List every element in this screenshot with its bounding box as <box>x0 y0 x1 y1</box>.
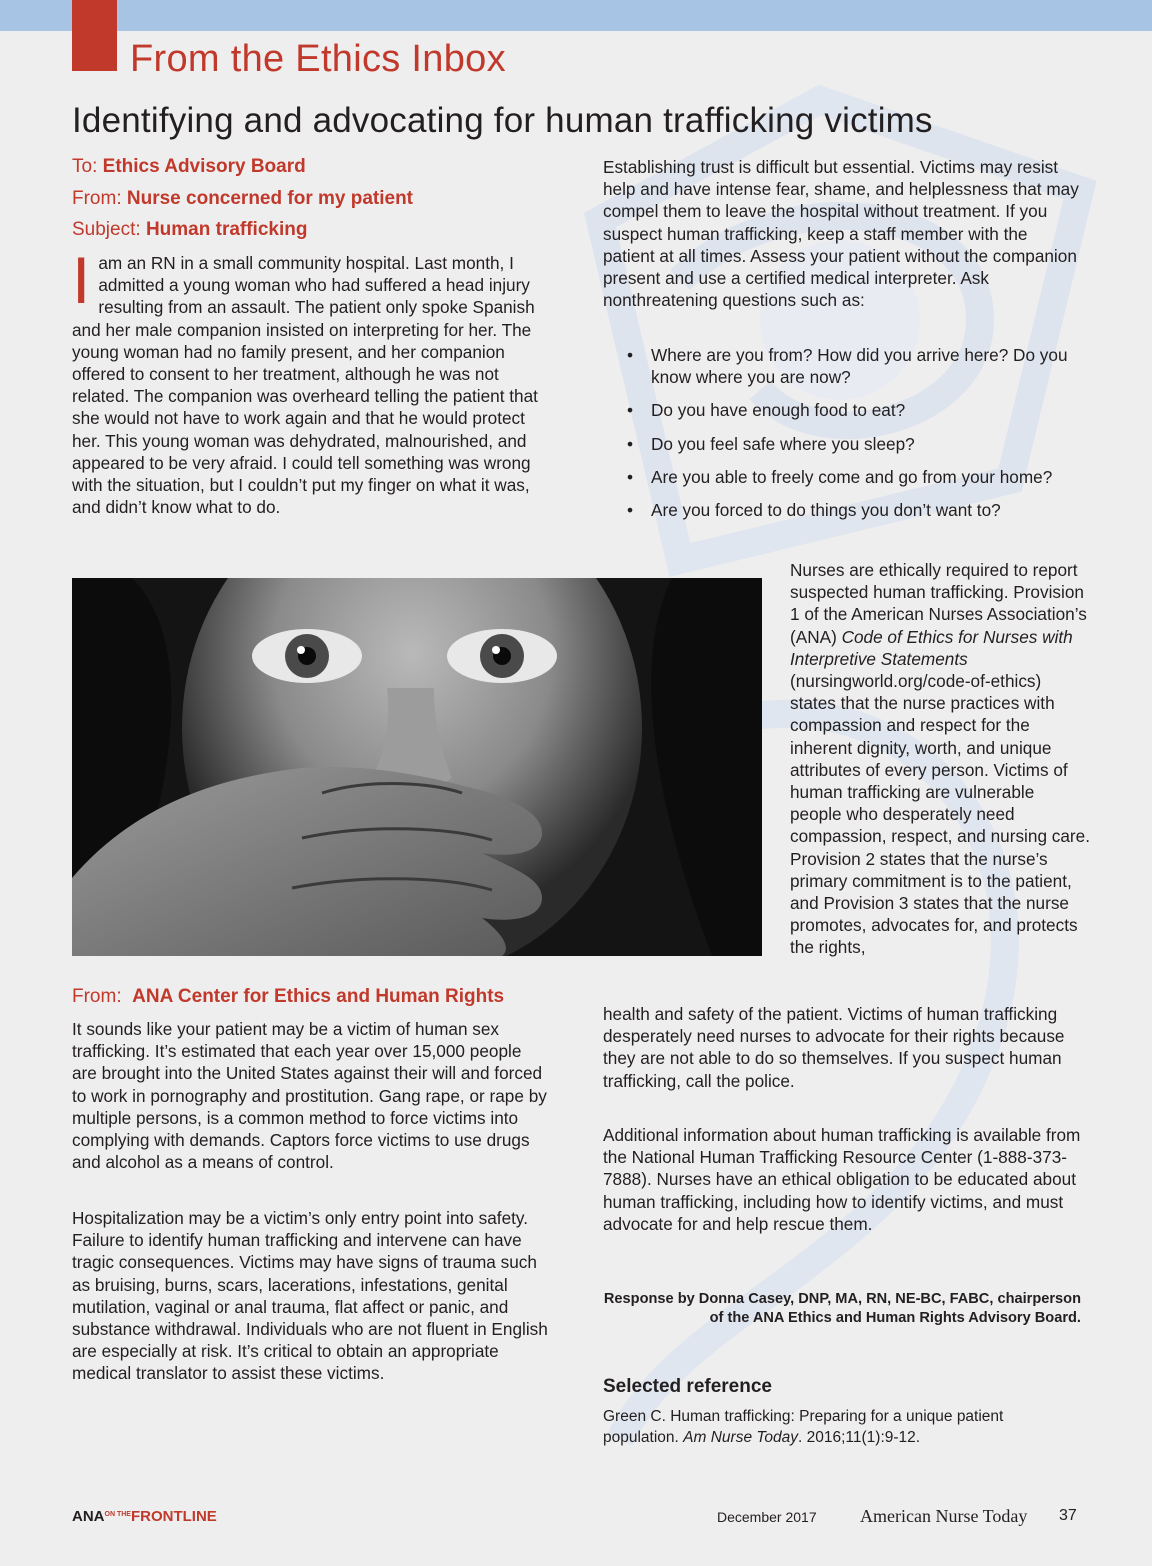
question-text: Where are you from? How did you arrive here? Do you know where you are now? <box>651 345 1068 388</box>
brand-ana: ANA <box>72 1508 105 1525</box>
response-paragraph-1-text: It sounds like your patient may be a victim of human sex trafficking. It’s estimated that each year over 15,000 people are brought into the United States against their will and forced to work in pornography and prostitution. Gang rape, or rape by multiple persons, is a common method to force victims into complying with demands. Captors force victims to use drugs and alcohol as a means of control. <box>72 1019 547 1173</box>
question-list <box>603 344 1081 532</box>
letter-subject-label: Subject: <box>72 219 141 240</box>
top-color-band <box>0 0 1152 31</box>
letter-subject-value: Human trafficking <box>145 219 308 240</box>
list-item <box>603 433 1081 455</box>
response-from <box>72 986 504 1008</box>
response-paragraph-4-text <box>790 559 1090 959</box>
response-paragraph-1 <box>72 1018 550 1173</box>
response-from-value: ANA Center for Ethics and Human Rights <box>132 986 505 1007</box>
article-headline: Identifying and advocating for human trafficking victims <box>72 101 933 140</box>
bullet-icon: • <box>627 345 634 365</box>
bullet-icon: • <box>627 466 634 487</box>
section-title: From the Ethics Inbox <box>130 38 506 80</box>
reference-journal: Am Nurse Today <box>683 1429 799 1446</box>
left-eye-icon <box>252 629 362 683</box>
letter-body-text <box>72 243 550 518</box>
para4-end: health and safety of the patient. Victims of human trafficking desperately need nurses to advocate for their rights because they are not able to do so themselves. If you suspect human trafficking, call the police. <box>603 1004 1065 1091</box>
reference-heading: Selected reference <box>603 1376 772 1397</box>
brand-frontline: FRONTLINE <box>130 1508 217 1525</box>
bullet-icon: • <box>627 400 634 421</box>
letter-from-label: From: <box>72 188 122 209</box>
list-item <box>603 399 1081 421</box>
bullet-icon: • <box>627 433 634 454</box>
para4-start: Nurses are ethically required to report suspected human trafficking. Provision 1 of the American Nurses Association’s (ANA) <box>790 560 1087 647</box>
question-text: Do you have enough food to eat? <box>651 400 906 421</box>
magazine-name: American Nurse Today <box>860 1506 1028 1526</box>
letter-from-value: Nurse concerned for my patient <box>126 188 414 209</box>
response-paragraph-4-cont <box>603 1003 1081 1092</box>
reference-text <box>603 1406 1081 1448</box>
list-item <box>603 466 1081 488</box>
reference-volume: . 2016;11(1):9-12. <box>798 1429 921 1446</box>
letter-body-paragraph: am an RN in a small community hospital. Last month, I admitted a young woman who had suffered a head injury resulting from an assault. The patient only spoke Spanish and her male companion insisted on interpreting for her. The young woman had no family present, and her companion offered to consent to her treatment, although he was not related. The companion was overheard telling the patient that she would not have to work again and that he would protect her. This young woman was dehydrated, malnourished, and appeared to be very afraid. I could tell something was wrong with the situation, but I couldn’t put my finger on what it was, and didn’t know what to do. <box>72 253 538 518</box>
response-paragraph-3-text: Establishing trust is difficult but essential. Victims may resist help and have intense fear, shame, and helplessness that may compel them to leave the hospital without treatment. If you suspect human trafficking, keep a staff member with the patient at all times. Assess your patient without the companion present and use a certified medical interpreter. Ask nonthreatening questions such as: <box>603 157 1079 311</box>
para4-continued: (nursingworld.org/code-of-ethics) states that the nurse practices with compassion and respect for the inherent dignity, worth, and unique attributes of every person. Victims of human trafficking are vulnerable people who desperately need compassion, respect, and nursing care. Provision 2 states that the nurse’s primary commitment is to the patient, and Provision 3 states that the nurse promotes, advocates for, and protects the rights, <box>790 671 1090 958</box>
response-paragraph-2 <box>72 1207 550 1385</box>
letter-to <box>72 156 306 178</box>
issue-date: December 2017 <box>717 1509 817 1525</box>
code-of-ethics-title: Code of Ethics for Nurses with Interpretive Statements <box>790 626 1073 669</box>
letter-to-value: Ethics Advisory Board <box>102 156 306 177</box>
response-byline: Response by Donna Casey, DNP, MA, RN, NE-BC, FABC, chairperson of the ANA Ethics and Human Rights Advisory Board. <box>603 1291 1081 1326</box>
section-color-tab <box>72 0 117 71</box>
question-text: Are you forced to do things you don’t want to? <box>651 500 1001 521</box>
brand-on-the: ON THE <box>104 1511 131 1518</box>
photo-woman-mouth-covered <box>72 578 762 956</box>
page-number: 37 <box>1059 1507 1077 1524</box>
response-paragraph-4 <box>790 559 1090 959</box>
drop-cap: I <box>72 243 91 317</box>
photo-illustration <box>72 578 762 956</box>
letter-subject <box>72 219 307 241</box>
response-from-label: From: <box>72 986 122 1007</box>
letter-from <box>72 188 413 210</box>
list-item <box>603 344 1081 388</box>
bullet-icon: • <box>627 500 634 521</box>
letter-to-label: To: <box>72 156 98 177</box>
question-text: Are you able to freely come and go from your home? <box>651 466 1053 487</box>
response-paragraph-3 <box>603 156 1081 311</box>
letter-body <box>72 243 550 518</box>
reference-citation: Green C. Human trafficking: Preparing for a unique patient population. <box>603 1408 1004 1446</box>
right-eye-icon <box>447 629 557 683</box>
question-text: Do you feel safe where you sleep? <box>651 433 915 454</box>
footer-brand <box>72 1508 217 1525</box>
response-paragraph-5 <box>603 1124 1081 1235</box>
response-paragraph-5-text: Additional information about human trafficking is available from the National Human Trafficking Resource Center (1-888-373-7888). Nurses have an ethical obligation to be educated about human trafficking, including how to identify victims, and must advocate for and help rescue them. <box>603 1125 1081 1234</box>
response-paragraph-2-text: Hospitalization may be a victim’s only entry point into safety. Failure to identify human trafficking and intervene can have tragic consequences. Victims may have signs of trauma such as bruising, burns, scars, lacerations, infestations, genital mutilation, vaginal or anal trauma, flat affect or panic, and substance withdrawal. Individuals who are not fluent in English are especially at risk. It’s critical to obtain an appropriate medical translator to assist these victims. <box>72 1208 548 1384</box>
list-item <box>603 499 1081 521</box>
